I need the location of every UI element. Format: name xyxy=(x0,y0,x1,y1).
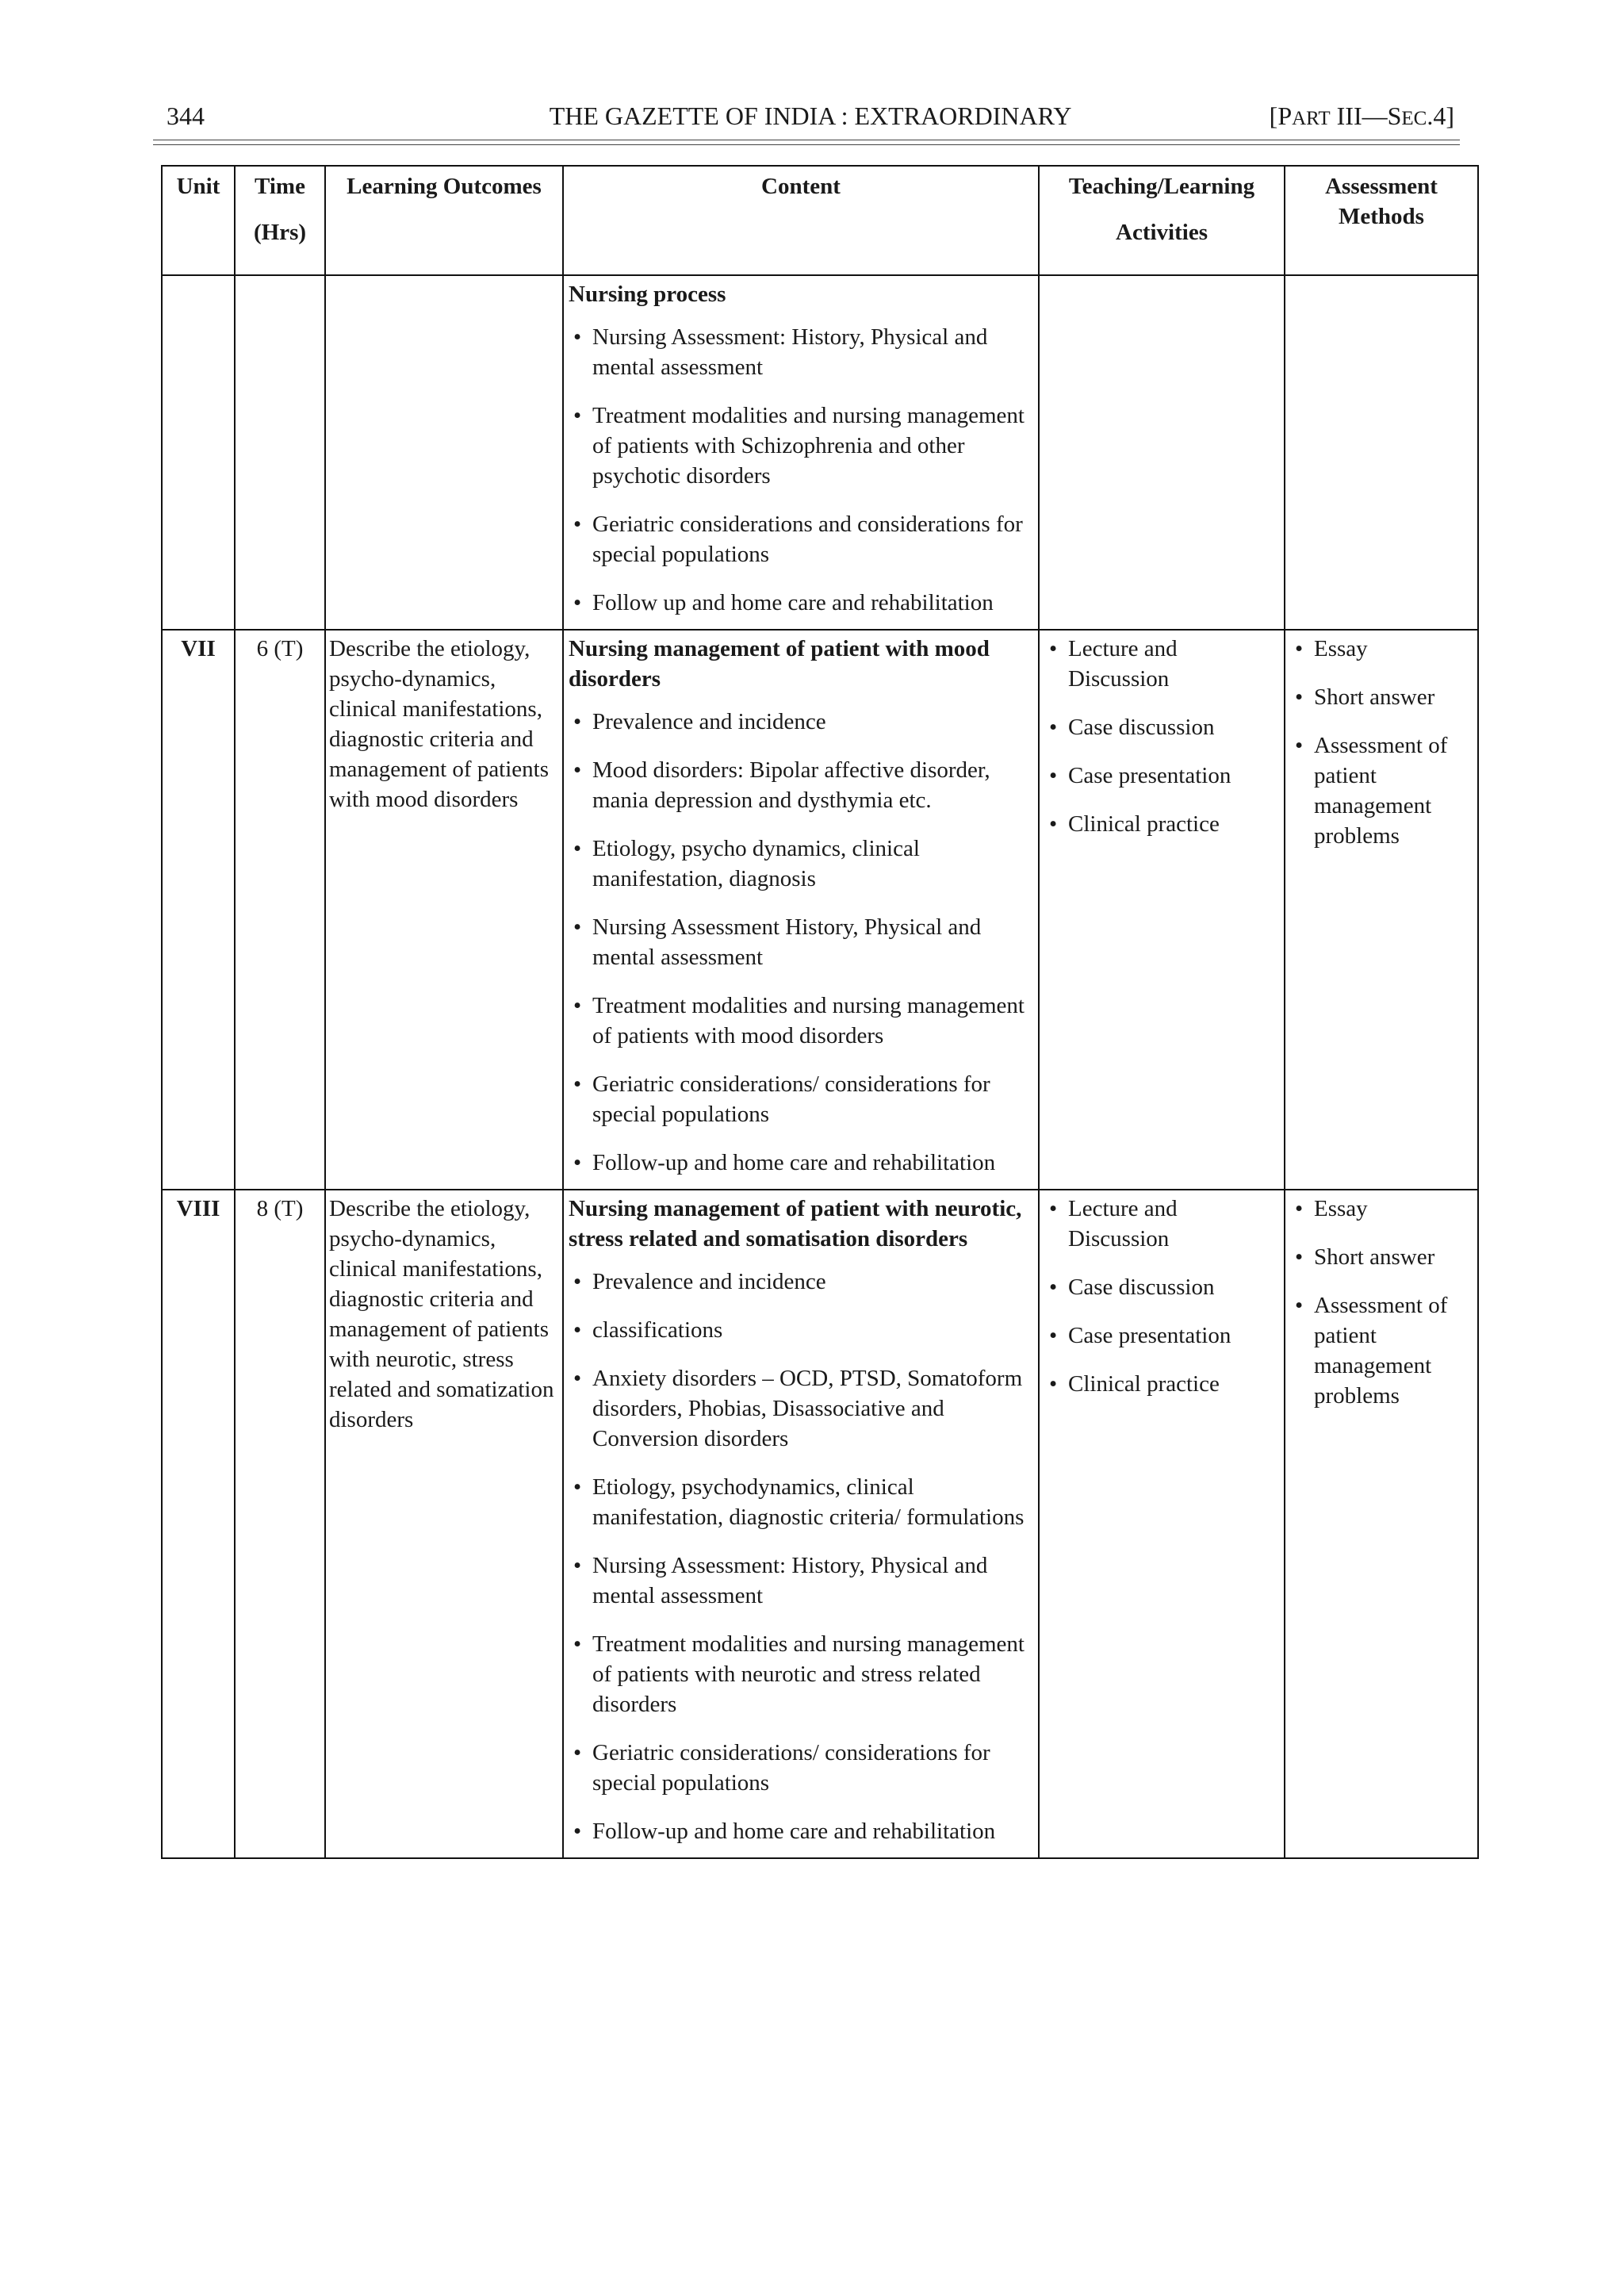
teaching-learning-activities-cell xyxy=(1039,1190,1285,1858)
activity-item: • Clinical practice xyxy=(1044,1369,1279,1399)
content-item: • Anxiety disorders – OCD, PTSD, Somatoform disorders, Phobias, Disassociative and Conversion disorders xyxy=(569,1363,1033,1454)
activity-item: • Lecture and Discussion xyxy=(1044,634,1279,694)
learning-outcomes-cell: Describe the etiology, psycho-dynamics, clinical manifestations, diagnostic criteria and management of patients with mood disorders xyxy=(325,630,563,1190)
content-item: • Follow-up and home care and rehabilitation xyxy=(569,1816,1033,1846)
header-time: Time (Hrs) xyxy=(235,166,325,275)
content-item: • Follow-up and home care and rehabilitation xyxy=(569,1148,1033,1178)
content-cell xyxy=(563,630,1039,1190)
content-cell xyxy=(563,275,1039,630)
content-item: • Mood disorders: Bipolar affective disorder, mania depression and dysthymia etc. xyxy=(569,755,1033,815)
content-item: • Follow up and home care and rehabilitation xyxy=(569,588,1033,618)
teaching-learning-activities-cell xyxy=(1039,275,1285,630)
assessment-item-list xyxy=(1290,634,1473,851)
header-unit: Unit xyxy=(162,166,235,275)
activity-item: • Case presentation xyxy=(1044,761,1279,791)
time-cell: 6 (T) xyxy=(235,630,325,1190)
header-learning-outcomes: Learning Outcomes xyxy=(325,166,563,275)
activity-item-list xyxy=(1044,634,1279,839)
content-item-list xyxy=(569,707,1033,1178)
activity-item: • Clinical practice xyxy=(1044,809,1279,839)
content-item-list xyxy=(569,322,1033,618)
activity-item: • Lecture and Discussion xyxy=(1044,1194,1279,1254)
header-rule-bottom xyxy=(153,144,1460,145)
unit-cell: VII xyxy=(162,630,235,1190)
activity-item-list xyxy=(1044,1194,1279,1399)
activity-item: • Case discussion xyxy=(1044,1272,1279,1302)
assessment-item: • Essay xyxy=(1290,634,1473,664)
activity-item: • Case discussion xyxy=(1044,712,1279,742)
header-teaching-learning-activities: Teaching/Learning Activities xyxy=(1039,166,1285,275)
table-row xyxy=(162,630,1478,1190)
table-header-row xyxy=(162,166,1478,275)
content-item: • Geriatric considerations and considerations for special populations xyxy=(569,509,1033,569)
table-row xyxy=(162,1190,1478,1858)
content-item: • Nursing Assessment: History, Physical and mental assessment xyxy=(569,1550,1033,1611)
content-heading: Nursing management of patient with neurotic, stress related and somatisation disorders xyxy=(569,1196,1022,1251)
teaching-learning-activities-cell xyxy=(1039,630,1285,1190)
content-item: • Treatment modalities and nursing management of patients with Schizophrenia and other psychotic disorders xyxy=(569,401,1033,491)
learning-outcomes-cell xyxy=(325,275,563,630)
content-item-list xyxy=(569,1267,1033,1846)
content-item: • classifications xyxy=(569,1315,1033,1345)
content-item: • Prevalence and incidence xyxy=(569,1267,1033,1297)
assessment-item: • Assessment of patient management problems xyxy=(1290,1290,1473,1411)
part-section-label: [PART III—SEC.4] xyxy=(1269,102,1454,130)
assessment-item: • Assessment of patient management problems xyxy=(1290,730,1473,851)
unit-cell: VIII xyxy=(162,1190,235,1858)
header-content: Content xyxy=(563,166,1039,275)
table-row xyxy=(162,275,1478,630)
page-number: 344 xyxy=(167,102,205,130)
assessment-methods-cell xyxy=(1285,275,1478,630)
content-item: • Nursing Assessment: History, Physical and mental assessment xyxy=(569,322,1033,382)
assessment-item: • Essay xyxy=(1290,1194,1473,1224)
content-item: • Prevalence and incidence xyxy=(569,707,1033,737)
assessment-item: • Short answer xyxy=(1290,1242,1473,1272)
content-item: • Nursing Assessment History, Physical and mental assessment xyxy=(569,912,1033,972)
assessment-item-list xyxy=(1290,1194,1473,1411)
content-item: • Geriatric considerations/ considerations for special populations xyxy=(569,1738,1033,1798)
content-item: • Etiology, psychodynamics, clinical manifestation, diagnostic criteria/ formulations xyxy=(569,1472,1033,1532)
assessment-methods-cell xyxy=(1285,1190,1478,1858)
gazette-title: THE GAZETTE OF INDIA : EXTRAORDINARY xyxy=(549,102,1072,130)
assessment-item: • Short answer xyxy=(1290,682,1473,712)
learning-outcomes-cell: Describe the etiology, psycho-dynamics, clinical manifestations, diagnostic criteria and management of patients with neurotic, stress related and somatization disorders xyxy=(325,1190,563,1858)
content-heading: Nursing process xyxy=(569,282,726,307)
content-item: • Etiology, psycho dynamics, clinical manifestation, diagnosis xyxy=(569,834,1033,894)
content-cell xyxy=(563,1190,1039,1858)
page-header xyxy=(160,95,1461,135)
content-item: • Treatment modalities and nursing management of patients with neurotic and stress related disorders xyxy=(569,1629,1033,1719)
curriculum-table xyxy=(161,165,1479,1859)
activity-item: • Case presentation xyxy=(1044,1320,1279,1351)
assessment-methods-cell xyxy=(1285,630,1478,1190)
header-assessment-methods: Assessment Methods xyxy=(1285,166,1478,275)
unit-cell xyxy=(162,275,235,630)
time-cell xyxy=(235,275,325,630)
content-item: • Geriatric considerations/ considerations for special populations xyxy=(569,1069,1033,1129)
time-cell: 8 (T) xyxy=(235,1190,325,1858)
content-heading: Nursing management of patient with mood disorders xyxy=(569,636,990,692)
content-item: • Treatment modalities and nursing management of patients with mood disorders xyxy=(569,991,1033,1051)
